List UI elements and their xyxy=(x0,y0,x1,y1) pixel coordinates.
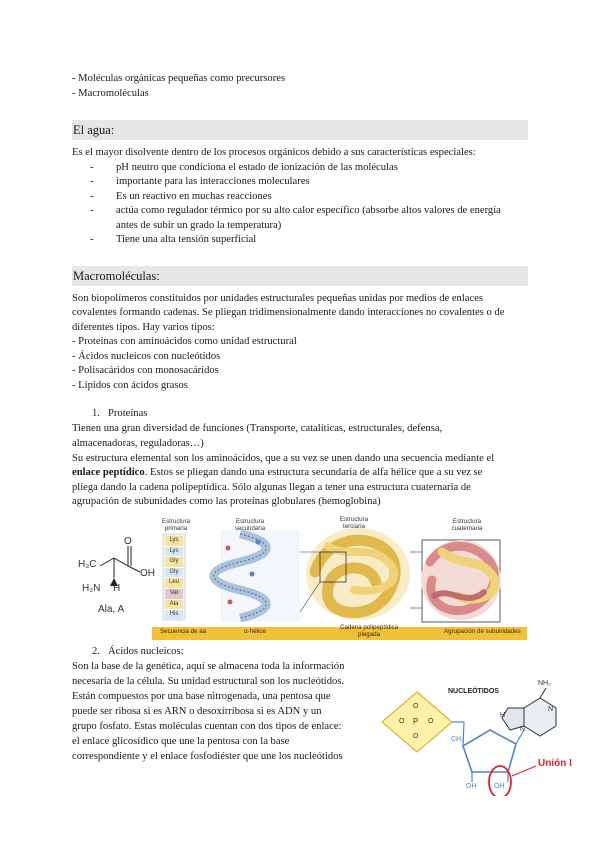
alanine-o-label: O xyxy=(124,536,132,547)
alanine-h2n-label: H₂N xyxy=(82,583,101,594)
oh-label-left: OH xyxy=(466,783,477,790)
stage-title-cuaternaria: Estructura cuaternaria xyxy=(451,518,483,532)
macro-paragraph-line: Son biopolímeros constituidos por unidades estructurales pequeñas unidas por medios de enlaces xyxy=(72,293,484,304)
residue-item: Gly xyxy=(165,568,183,579)
band-label-cadena: Cadena polipeptídica plegada xyxy=(340,624,399,638)
residue-item: Gly xyxy=(165,557,183,568)
macro-paragraph-line: covalentes formando cadenas. Se pliegan tridimensionalmente dando interacciones no covalentes o de xyxy=(72,307,505,318)
nitrogenous-base xyxy=(524,698,556,736)
band-label-agrupacion: Agrupación de subunidades xyxy=(444,628,521,635)
acidos-line: Están compuestos por una base nitrogenada, una pentosa que xyxy=(72,691,331,702)
residue-item: Ala xyxy=(165,600,183,611)
alanine-oh-label: OH xyxy=(140,568,155,579)
alpha-helix-illustration xyxy=(214,530,300,622)
macro-type-item: - Ácidos nucleicos con nucleótidos xyxy=(72,351,221,362)
intro-item-precursores: - Moléculas orgánicas pequeñas como precursores xyxy=(72,73,286,84)
stage-title-secundaria: Estructura secundaria xyxy=(234,518,266,532)
document-page: - Moléculas orgánicas pequeñas como precursores - Macromoléculas El agua: Es el mayor disolvente dentro de los procesos orgánicos debido a sus características especiales: - pH neutro que condiciona el estado de ionización de las moléculas - importante para las interacciones moleculares - Es un reactivo en muchas reacciones - actúa como regulador térmico por su alto calor específico (absorbe altos valores de energía antes de subir un grado la temperatura) - Tiene una alta tensión superficial Macromoléculas: Son biopolímeros constituidos por unidades estructurales pequeñas unidas por medios de enlaces covalentes formando cadenas. Se pliegan tridimensionalmente dando interacciones no covalentes o de diferentes tipos. Hay varios tipos: - Proteínas con aminoácidos como unidad estructural - Ácidos nucleicos con nucleótidos - Polisacáridos con monosacáridos - Lípidos con ácidos grasos 1. Proteínas Tienen una gran diversidad de funciones (Transporte, catalíticas, estructurales, defensa, almacenadoras, reguladoras…) Su estructura elemental son los aminoácidos, que a su vez se unen dando una secuencia mediante el enlace peptídico. Estos se pliegan dando una estructura secundaria de alfa hélice que a su vez se pliega dando la cadena polipeptídica. Sólo algunas llegan a tener una estructura cuaternaria de agrupación de subunidades como las proteínas globulares (hemoglobina) H₃C OH O H₂N H Ala, A Estructura primaria Estructura secundaria Estructura terciaria Estructura cuaternaria Lys Lys Gly Gly Leu Val Ala His Secuencia de aa α-hélice Cadena polipeptídica plegada Agrupación de subunidades 2. Ácidos nucleicos: Son la base de la genética, aquí se almacena toda la información necesaria de la célula. Su unidad estructural son los nucleótidos. Están compuestos por una base nitrogenada, una pentosa que puede ser ribosa si es ARN o desoxirribosa si es ADN y un grupo fosfato. Estas moléculas cuentan con dos tipos de enlace: el enlace glicosídico que une la pentosa con la base correspondiente y el enlace fosfodiéster que une los nucleótidos NUCLEÓTIDOS P O O O O CH₂ OH OH NH₂ N N H Unión I xyxy=(0,0,600,848)
nucleotidos-title: NUCLEÓTIDOS xyxy=(448,688,499,695)
phosphate-o-left: O xyxy=(399,718,405,725)
residue-item: His xyxy=(165,610,183,620)
residue-item: Leu xyxy=(165,578,183,589)
acidos-line: grupo fosfato. Estas moléculas cuentan con dos tipos de enlace: xyxy=(72,721,342,732)
acidos-line: Son la base de la genética, aquí se almacena toda la información xyxy=(72,661,345,672)
agua-intro: Es el mayor disolvente dentro de los procesos orgánicos debido a sus características especiales: xyxy=(72,147,476,158)
band-label-alfa-helice: α-hélice xyxy=(244,628,266,635)
acidos-line: puede ser ribosa si es ARN o desoxirribosa si es ADN y un xyxy=(72,706,322,717)
nh2-label: NH₂ xyxy=(538,680,551,687)
acidos-number: 2. xyxy=(92,646,100,657)
phosphate-o-top: O xyxy=(413,703,419,710)
phosphate-p-label: P xyxy=(413,717,419,726)
pentose-sugar xyxy=(463,730,516,772)
proteinas-number: 1. xyxy=(92,408,100,419)
section-heading-agua: El agua: xyxy=(72,120,528,140)
residue-list xyxy=(165,536,183,620)
quaternary-structure-illustration xyxy=(410,540,501,622)
ch2-label: CH₂ xyxy=(451,736,464,743)
structure-level-band xyxy=(152,624,527,640)
alanine-h-label: H xyxy=(113,583,121,594)
base-n-label: N xyxy=(548,706,554,713)
enlace-peptidico-term: enlace peptídico xyxy=(72,467,145,478)
phosphate-o-bottom: O xyxy=(413,733,419,740)
stage-title-primaria: Estructura primaria xyxy=(161,518,191,532)
proteinas-line: Su estructura elemental son los aminoácidos, que a su vez se unen dando una secuencia mediante el xyxy=(72,453,495,464)
proteinas-line: almacenadoras, reguladoras…) xyxy=(72,438,204,449)
union-label: Unión I xyxy=(538,758,572,769)
proteinas-title: Proteínas xyxy=(108,408,148,419)
acidos-line: el enlace glicosídico que une la pentosa con la base xyxy=(72,736,290,747)
phosphate-o-right: O xyxy=(428,718,434,725)
alanine-name: Ala, A xyxy=(98,604,125,615)
intro-item-macromoleculas: - Macromoléculas xyxy=(72,88,149,99)
residue-item: Lys xyxy=(165,536,183,547)
section-heading-macromoleculas: Macromoléculas: xyxy=(72,266,528,286)
base-n-label-2: N xyxy=(520,726,526,733)
macro-type-item: - Lípidos con ácidos grasos xyxy=(72,380,188,391)
residue-item: Lys xyxy=(165,547,183,558)
alanine-h3c-label: H₃C xyxy=(78,559,97,570)
acidos-line: correspondiente y el enlace fosfodiéster que une los nucleótidos xyxy=(72,751,343,762)
macro-paragraph-line: diferentes tipos. Hay varios tipos: xyxy=(72,322,215,333)
agua-bullet-continuation: antes de subir un grado la temperatura) xyxy=(116,220,282,231)
stage-title-terciaria: Estructura terciaria xyxy=(339,516,369,530)
macro-type-item: - Polisacáridos con monosacáridos xyxy=(72,365,219,376)
residue-item: Val xyxy=(165,589,183,600)
acidos-line: necesaria de la célula. Su unidad estructural son los nucleótidos. xyxy=(72,676,345,687)
base-h-label: H xyxy=(500,712,506,719)
acidos-title: Ácidos nucleicos: xyxy=(108,646,184,657)
alanine-structure xyxy=(100,546,140,586)
proteinas-line: enlace peptídico. Estos se pliegan dando una estructura secundaria de alfa hélice que a su vez se xyxy=(72,467,483,478)
proteinas-line: Tienen una gran diversidad de funciones (Transporte, catalíticas, estructurales, defensa, xyxy=(72,423,443,434)
proteinas-line: agrupación de subunidades como las proteínas globulares (hemoglobina) xyxy=(72,496,381,507)
oh-label-right: OH xyxy=(494,783,505,790)
proteinas-line: pliega dando la cadena polipeptídica. Sólo algunas llegan a tener una estructura cuaternaria de xyxy=(72,482,471,493)
tertiary-structure-illustration xyxy=(300,528,410,620)
band-label-secuencia: Secuencia de aa xyxy=(160,628,207,635)
macro-type-item: - Proteínas con aminoácidos como unidad estructural xyxy=(72,336,297,347)
